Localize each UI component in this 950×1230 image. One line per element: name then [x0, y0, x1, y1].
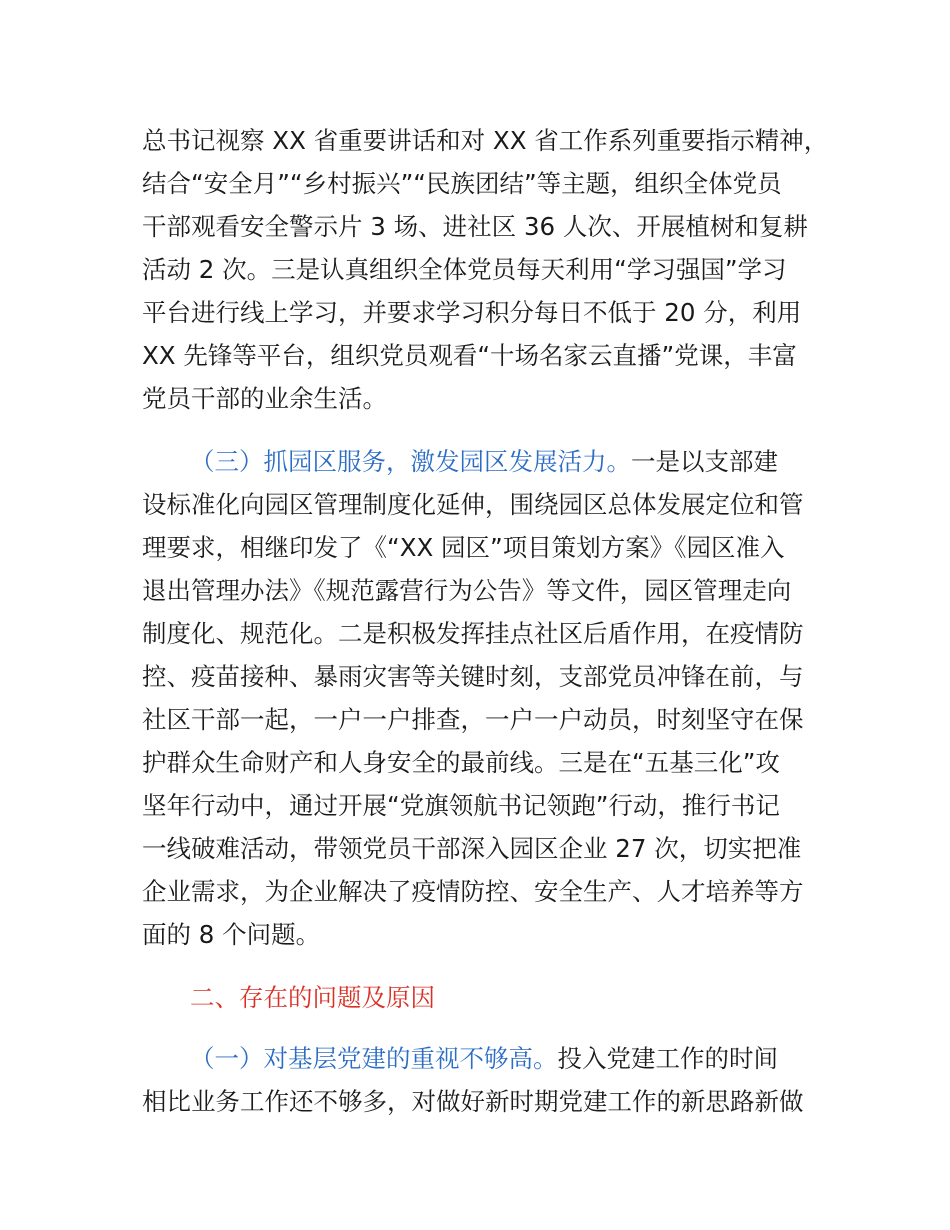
- paragraph-first-line: [190, 1044, 778, 1074]
- paragraph-line: 一线破难活动，带领党员干部深入园区企业 27 次，切实把准: [142, 834, 802, 863]
- paragraph-line: 党员干部的业余生活。: [142, 384, 387, 413]
- paragraph-first-line: [190, 447, 778, 477]
- paragraph-line: 理要求，相继印发了《“XX 园区”项目策划方案》《园区准入: [142, 533, 785, 562]
- paragraph-line: 制度化、规范化。二是积极发挥挂点社区后盾作用，在疫情防: [142, 619, 804, 648]
- paragraph-line: 结合“安全月”“乡村振兴”“民族团结”等主题，组织全体党员: [142, 169, 782, 198]
- paragraph-line: 平台进行线上学习，并要求学习积分每日不低于 20 分，利用: [142, 298, 802, 327]
- paragraph-line: 总书记视察 XX 省重要讲话和对 XX 省工作系列重要指示精神，: [142, 126, 829, 155]
- paragraph-line: 坚年行动中，通过开展“党旗领航书记领跑”行动，推行书记: [142, 791, 780, 820]
- paragraph-line: 企业需求，为企业解决了疫情防控、安全生产、人才培养等方: [142, 877, 804, 906]
- paragraph-text: 一是以支部建: [631, 447, 778, 476]
- paragraph-line: 护群众生命财产和人身安全的最前线。三是在“五基三化”攻: [142, 748, 780, 777]
- paragraph-line: 控、疫苗接种、暴雨灾害等关键时刻，支部党员冲锋在前，与: [142, 662, 804, 691]
- paragraph-line: 面的 8 个问题。: [142, 920, 321, 949]
- paragraph-line: 退出管理办法》《规范露营行为公告》等文件，园区管理走向: [142, 576, 792, 605]
- paragraph-line: 活动 2 次。三是认真组织全体党员每天利用“学习强国”学习: [142, 255, 787, 284]
- paragraph-line: 社区干部一起，一户一户排查，一户一户动员，时刻坚守在保: [142, 705, 804, 734]
- subheading: （三）抓园区服务，激发园区发展活力。: [190, 447, 631, 476]
- paragraph-text: 投入党建工作的时间: [557, 1044, 778, 1073]
- paragraph-line: 干部观看安全警示片 3 场、进社区 36 人次、开展植树和复耕: [142, 212, 808, 241]
- section-heading: 二、存在的问题及原因: [190, 983, 435, 1012]
- paragraph-line: XX 先锋等平台，组织党员观看“十场名家云直播”党课，丰富: [142, 341, 797, 370]
- subheading: （一）对基层党建的重视不够高。: [190, 1044, 558, 1073]
- paragraph-line: 设标准化向园区管理制度化延伸，围绕园区总体发展定位和管: [142, 490, 804, 519]
- paragraph-line: 相比业务工作还不够多，对做好新时期党建工作的新思路新做: [142, 1087, 804, 1116]
